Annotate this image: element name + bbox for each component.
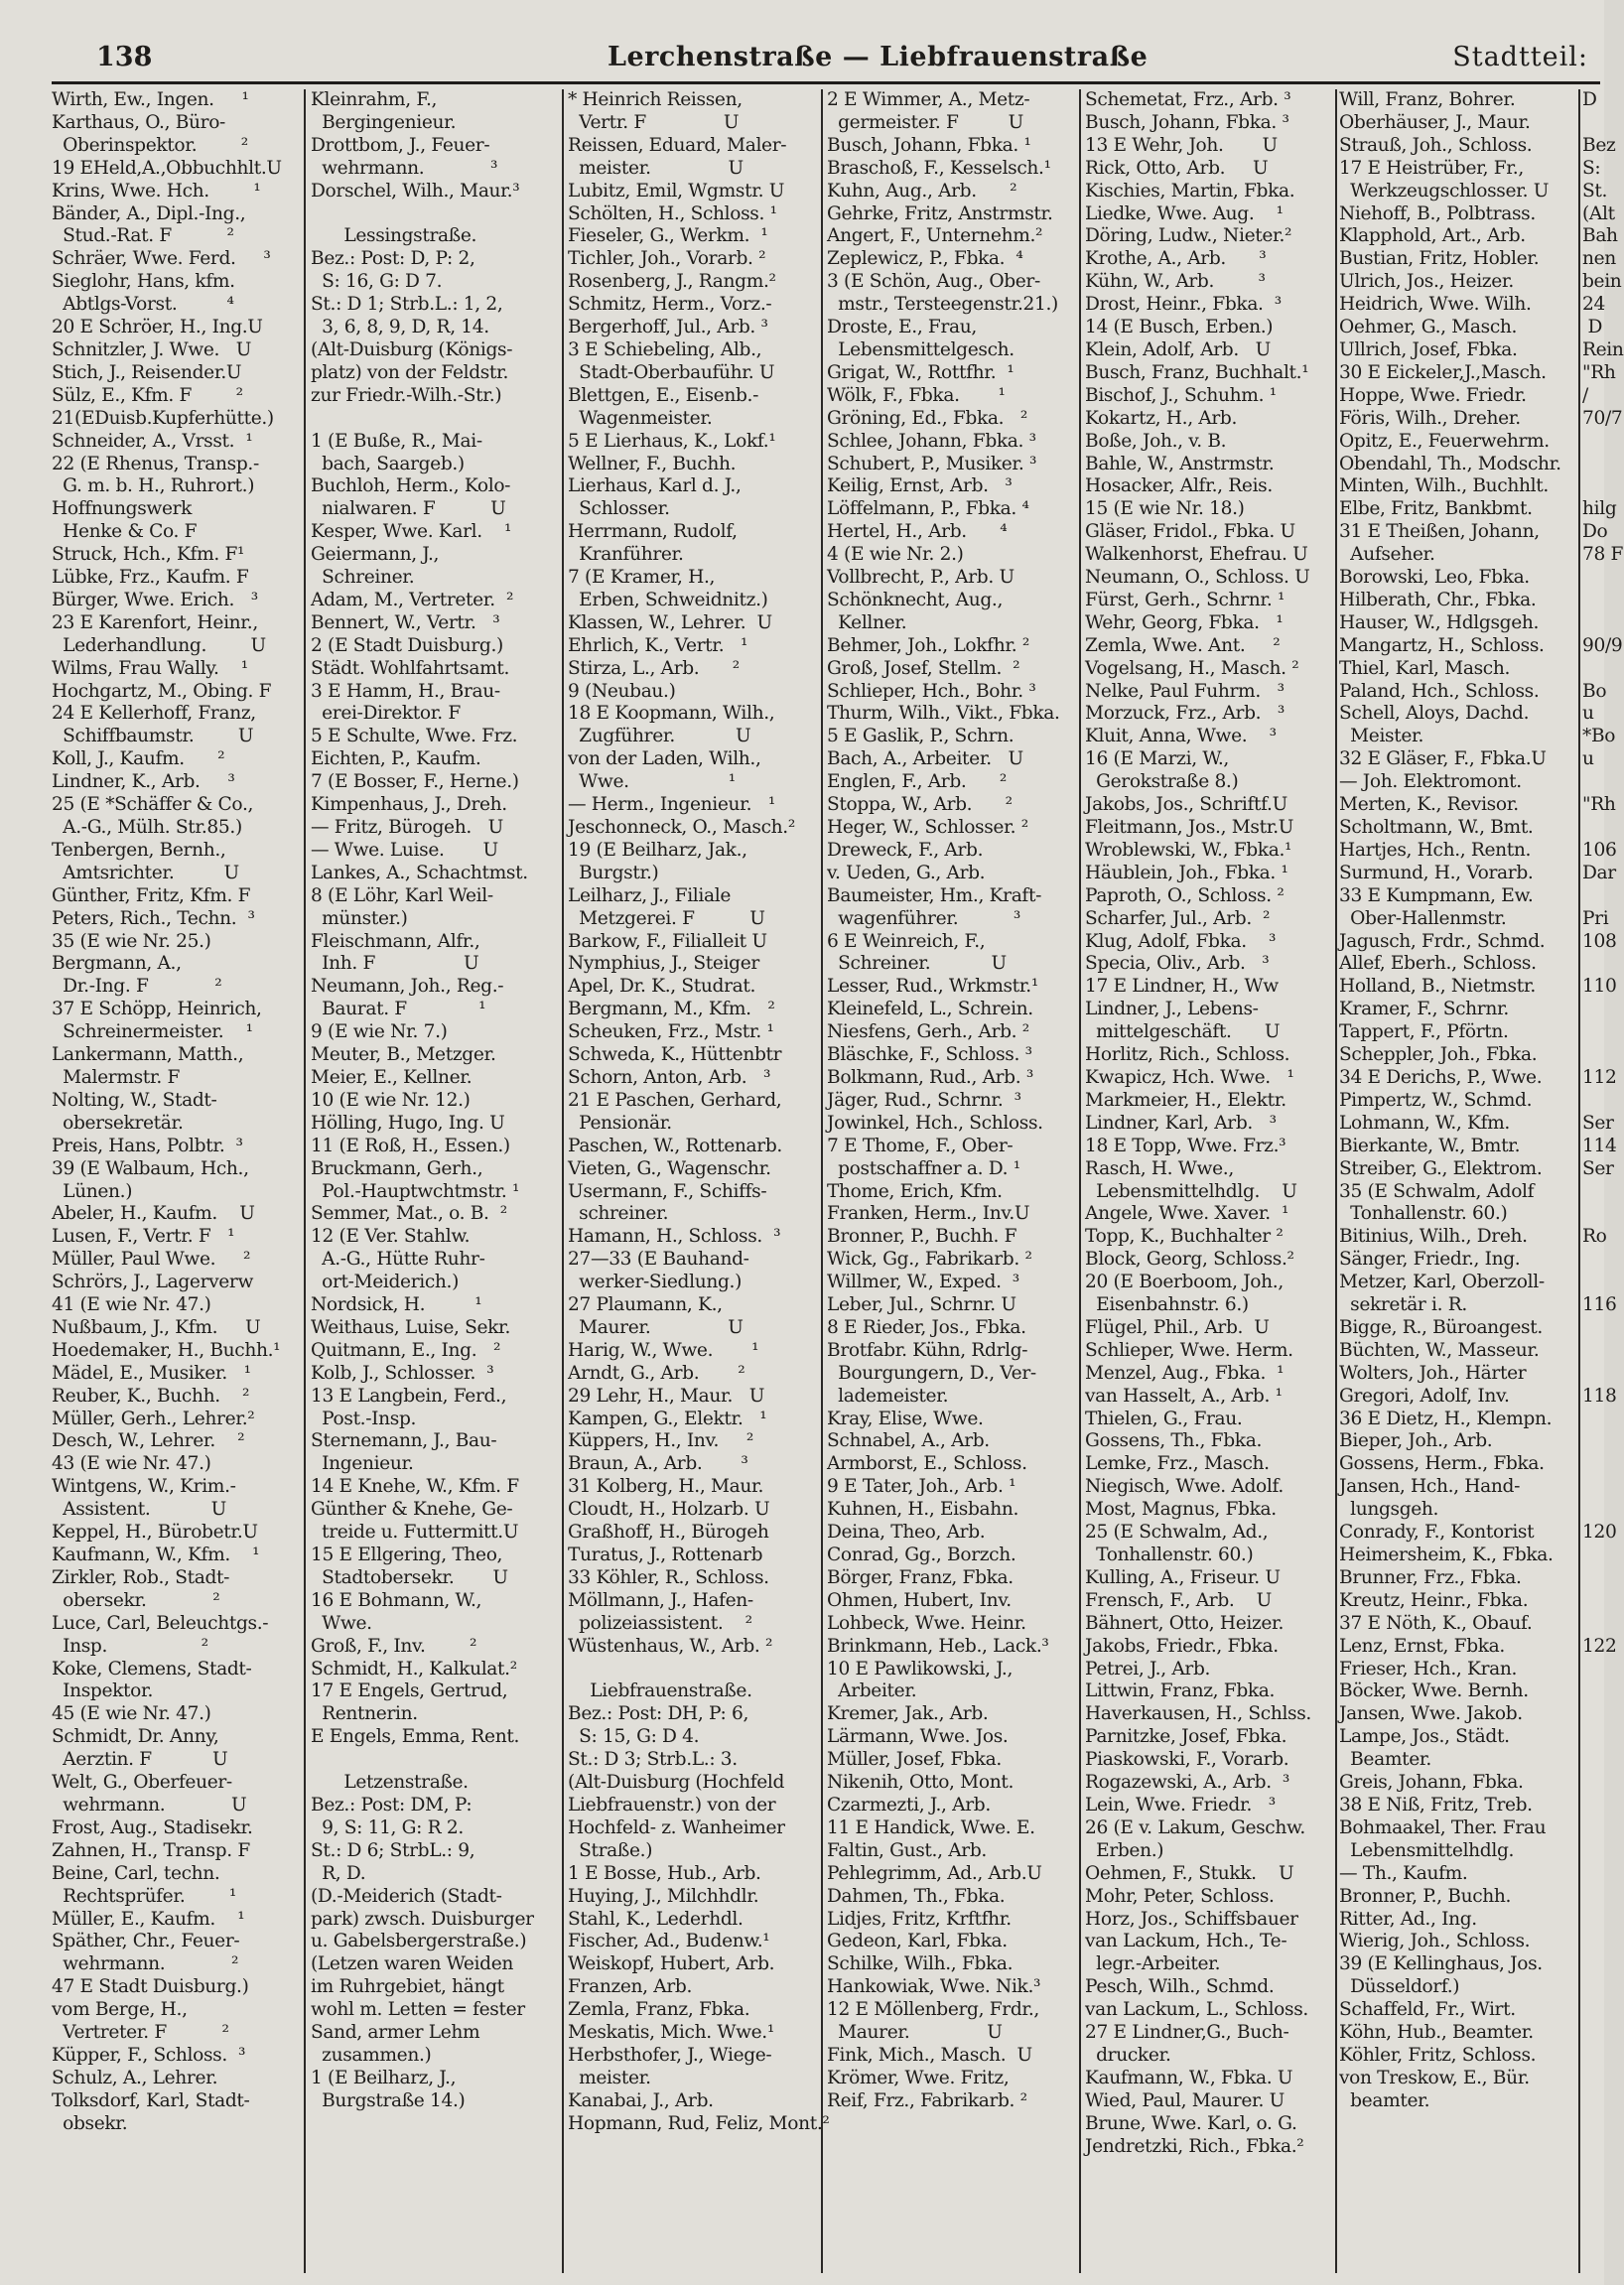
column-divider	[304, 89, 306, 2273]
column-divider	[1578, 89, 1580, 2273]
column-6: Will, Franz, Bohrer. Oberhäuser, J., Maur. Strauß, Joh., Schloss. 17 E Heistrüber, Fr., Werkzeugschlosser. U Niehoff, B., Polbtrass. Klapphold, Art., Arb. Bustian, Fritz, Hobler. Ulrich, Jos., Heizer. Heidrich, Wwe. Wilh. Oehmer, G., Masch. Ullrich, Josef, Fbka. 30 E Eickeler,J.,Masch. Hoppe, Wwe. Friedr. Föris, Wilh., Dreher. Opitz, E., Feuerwehrm. Obendahl, Th., Modschr. Minten, Wilh., Buchhlt. Elbe, Fritz, Bankbmt. 31 E Theißen, Johann, Aufseher. Borowski, Leo, Fbka. Hilberath, Chr., Fbka. Hauser, W., Hdlgsgeh. Mangartz, H., Schloss. Thiel, Karl, Masch. Paland, Hch., Schloss. Schell, Aloys, Dachd. Meister. 32 E Gläser, F., Fbka.U — Joh. Elektromont. Merten, K., Revisor. Scholtmann, W., Bmt. Hartjes, Hch., Rentn. Surmund, H., Vorarb. 33 E Kumpmann, Ew. Ober-Hallenmstr. Jagusch, Frdr., Schmd. Allef, Eberh., Schloss. Holland, B., Nietmstr. Kramer, F., Schrnr. Tappert, F., Pförtn. Scheppler, Joh., Fbka. 34 E Derichs, P., Wwe. Pimpertz, W., Schmd. Lohmann, W., Kfm. Bierkante, W., Bmtr. Streiber, G., Elektrom. 35 (E Schwalm, Adolf Tonhallenstr. 60.) Bitinius, Wilh., Dreh. Sänger, Friedr., Ing. Metzer, Karl, Oberzoll- sekretär i. R. Bigge, R., Büroangest. Büchten, W., Masseur. Wolters, Joh., Härter Gregori, Adolf, Inv. 36 E Dietz, H., Klempn. Bieper, Joh., Arb. Gossens, Herm., Fbka. Jansen, Hch., Hand- lungsgeh. Conrady, F., Kontorist Heimersheim, K., Fbka. Brunner, Frz., Fbka. Kreutz, Heinr., Fbka. 37 E Nöth, K., Obauf. Lenz, Ernst, Fbka. Frieser, Hch., Kran. Böcker, Wwe. Bernh. Jansen, Wwe. Jakob. Lampe, Jos., Städt. Beamter. Greis, Johann, Fbka. 38 E Niß, Fritz, Treb. Bohmaakel, Ther. Frau Lebensmittelhdlg. — Th., Kaufm. Bronner, P., Buchh. Ritter, Ad., Ing. Wierig, Joh., Schloss. 39 (E Kellinghaus, Jos. Düsseldorf.) Schaffeld, Fr., Wirt. Köhn, Hub., Beamter. Köhler, Fritz, Schloss. von Treskow, E., Bür. beamter.	[1339, 89, 1561, 2111]
column-divider	[1079, 89, 1081, 2273]
page-title: Lerchenstraße — Liebfrauenstraße	[608, 42, 1149, 72]
header-rule	[52, 81, 1600, 84]
column-2-lessingstrasse: Kleinrahm, F., Bergingenieur. Drottbom, J., Feuer- wehrmann. ³ Dorschel, Wilh., Maur.³ Lessingstraße. Bez.: Post: D, P: 2, S: 16, G: D 7. St.: D 1; Strb.L.: 1, 2, 3, 6, 8, 9, D, R, 14. (Alt-Duisburg (Königs- platz) von der Feldstr. zur Friedr.-Wilh.-Str.) 1 (E Buße, R., Mai- bach, Saargeb.) Buchloh, Herm., Kolo- nialwaren. F U Kesper, Wwe. Karl. ¹ Geiermann, J., Schreiner. Adam, M., Vertreter. ² Bennert, W., Vertr. ³ 2 (E Stadt Duisburg.) Städt. Wohlfahrtsamt. 3 E Hamm, H., Brau- erei-Direktor. F 5 E Schulte, Wwe. Frz. Eichten, P., Kaufm. 7 (E Bosser, F., Herne.) Kimpenhaus, J., Dreh. — Fritz, Bürogeh. U — Wwe. Luise. U Lankes, A., Schachtmst. 8 (E Löhr, Karl Weil- münster.) Fleischmann, Alfr., Inh. F U Neumann, Joh., Reg.- Baurat. F ¹ 9 (E wie Nr. 7.) Meuter, B., Metzger. Meier, E., Kellner. 10 (E wie Nr. 12.) Hölling, Hugo, Ing. U 11 (E Roß, H., Essen.) Bruckmann, Gerh., Pol.-Hauptwchtmstr. ¹ Semmer, Mat., o. B. ² 12 (E Ver. Stahlw. A.-G., Hütte Ruhr- ort-Meiderich.) Nordsick, H. ¹ Weithaus, Luise, Sekr. Quitmann, E., Ing. ² Kolb, J., Schlosser. ³ 13 E Langbein, Ferd., Post.-Insp. Sternemann, J., Bau- Ingenieur. 14 E Knehe, W., Kfm. F Günther & Knehe, Ge- treide u. Futtermitt.U 15 E Ellgering, Theo, Stadtobersekr. U 16 E Bohmann, W., Wwe. Groß, F., Inv. ² Schmidt, H., Kalkulat.² 17 E Engels, Gertrud, Rentnerin. E Engels, Emma, Rent. Letzenstraße. Bez.: Post: DM, P: 9, S: 11, G: R 2. St.: D 6; StrbL.: 9, R, D. (D.-Meiderich (Stadt- park) zwsch. Duisburger u. Gabelsbergerstraße.) (Letzen waren Weiden im Ruhrgebiet, hängt wohl m. Letten = fester Sand, armer Lehm zusammen.) 1 (E Beilharz, J., Burgstraße 14.)	[311, 89, 534, 2111]
district-label: Stadtteil:	[1452, 42, 1588, 72]
column-5: Schemetat, Frz., Arb. ³ Busch, Johann, Fbka. ³ 13 E Wehr, Joh. U Rick, Otto, Arb. U Kischies, Martin, Fbka. Liedke, Wwe. Aug. ¹ Döring, Ludw., Nieter.² Krothe, A., Arb. ³ Kühn, W., Arb. ³ Drost, Heinr., Fbka. ³ 14 (E Busch, Erben.) Klein, Adolf, Arb. U Busch, Franz, Buchhalt.¹ Bischof, J., Schuhm. ¹ Kokartz, H., Arb. Boße, Joh., v. B. Bahle, W., Anstrmstr. Hosacker, Alfr., Reis. 15 (E wie Nr. 18.) Gläser, Fridol., Fbka. U Walkenhorst, Ehefrau. U Neumann, O., Schloss. U Fürst, Gerh., Schrnr. ¹ Wehr, Georg, Fbka. ¹ Zemla, Wwe. Ant. ² Vogelsang, H., Masch. ² Nelke, Paul Fuhrm. ³ Morzuck, Frz., Arb. ³ Kluit, Anna, Wwe. ³ 16 (E Marzi, W., Gerokstraße 8.) Jakobs, Jos., Schriftf.U Fleitmann, Jos., Mstr.U Wroblewski, W., Fbka.¹ Häublein, Joh., Fbka. ¹ Paproth, O., Schloss. ² Scharfer, Jul., Arb. ² Klug, Adolf, Fbka. ³ Specia, Oliv., Arb. ³ 17 E Lindner, H., Ww Lindner, J., Lebens- mittelgeschäft. U Horlitz, Rich., Schloss. Kwapicz, Hch. Wwe. ¹ Markmeier, H., Elektr. Lindner, Karl, Arb. ³ 18 E Topp, Wwe. Frz.³ Rasch, H. Wwe., Lebensmittelhdlg. U Angele, Wwe. Xaver. ¹ Topp, K., Buchhalter ² Block, Georg, Schloss.² 20 (E Boerboom, Joh., Eisenbahnstr. 6.) Flügel, Phil., Arb. U Schlieper, Wwe. Herm. Menzel, Aug., Fbka. ¹ van Hasselt, A., Arb. ¹ Thielen, G., Frau. Gossens, Th., Fbka. Lemke, Frz., Masch. Niegisch, Wwe. Adolf. Most, Magnus, Fbka. 25 (E Schwalm, Ad., Tonhallenstr. 60.) Kulling, A., Friseur. U Frensch, F., Arb. U Bähnert, Otto, Heizer. Jakobs, Friedr., Fbka. Petrei, J., Arb. Littwin, Franz, Fbka. Haverkausen, H., Schlss. Parnitzke, Josef, Fbka. Piaskowski, F., Vorarb. Rogazewski, A., Arb. ³ Lein, Wwe. Friedr. ³ 26 (E v. Lakum, Geschw. Erben.) Oehmen, F., Stukk. U Mohr, Peter, Schloss. Horz, Jos., Schiffsbauer van Lackum, Hch., Te- legr.-Arbeiter. Pesch, Wilh., Schmd. van Lackum, L., Schloss. 27 E Lindner,G., Buch- drucker. Kaufmann, W., Fbka. U Wied, Paul, Maurer. U Brune, Wwe. Karl, o. G. Jendretzki, Rich., Fbka.²	[1085, 89, 1311, 2157]
column-3-liebfrauenstrasse: * Heinrich Reissen, Vertr. F U Reissen, Eduard, Maler- meister. U Lubitz, Emil, Wgmstr. U Schölten, H., Schloss. ¹ Fieseler, G., Werkm. ¹ Tichler, Joh., Vorarb. ² Rosenberg, J., Rangm.² Schmitz, Herm., Vorz.- Bergerhoff, Jul., Arb. ³ 3 E Schiebeling, Alb., Stadt-Oberbauführ. U Blettgen, E., Eisenb.- Wagenmeister. 5 E Lierhaus, K., Lokf.¹ Wellner, F., Buchh. Lierhaus, Karl d. J., Schlosser. Herrmann, Rudolf, Kranführer. 7 (E Kramer, H., Erben, Schweidnitz.) Klassen, W., Lehrer. U Ehrlich, K., Vertr. ¹ Stirza, L., Arb. ² 9 (Neubau.) 18 E Koopmann, Wilh., Zugführer. U von der Laden, Wilh., Wwe. ¹ — Herm., Ingenieur. ¹ Jeschonneck, O., Masch.² 19 (E Beilharz, Jak., Burgstr.) Leilharz, J., Filiale Metzgerei. F U Barkow, F., Filialleit U Nymphius, J., Steiger Apel, Dr. K., Studrat. Bergmann, M., Kfm. ² Scheuken, Frz., Mstr. ¹ Schweda, K., Hüttenbtr Schorn, Anton, Arb. ³ 21 E Paschen, Gerhard, Pensionär. Paschen, W., Rottenarb. Vieten, G., Wagenschr. Usermann, F., Schiffs- schreiner. Hamann, H., Schloss. ³ 27—33 (E Bauhand- werker-Siedlung.) 27 Plaumann, K., Maurer. U Harig, W., Wwe. ¹ Arndt, G., Arb. ² 29 Lehr, H., Maur. U Kampen, G., Elektr. ¹ Küppers, H., Inv. ² Braun, A., Arb. ³ 31 Kolberg, H., Maur. Cloudt, H., Holzarb. U Graßhoff, H., Bürogeh Turatus, J., Rottenarb 33 Köhler, R., Schloss. Möllmann, J., Hafen- polizeiassistent. ² Wüstenhaus, W., Arb. ² Liebfrauenstraße. Bez.: Post: DH, P: 6, S: 15, G: D 4. St.: D 3; Strb.L.: 3. (Alt-Duisburg (Hochfeld Liebfrauenstr.) von der Hochfeld- z. Wanheimer Straße.) 1 E Bosse, Hub., Arb. Huying, J., Milchhdlr. Stahl, K., Lederhdl. Fischer, Ad., Budenw.¹ Weiskopf, Hubert, Arb. Franzen, Arb. Zemla, Franz, Fbka. Meskatis, Mich. Wwe.¹ Herbsthofer, J., Wiege- meister. Kanabai, J., Arb. Hopmann, Rud, Feliz, Mont.²	[568, 89, 830, 2134]
page-number: 138	[96, 42, 153, 72]
column-7-cut-edge: D Bez S: St. (Alt Bah nen bein 24 D Rein "Rh / 70/7 hilg Do 78 F 90/9 Bo u *Bo u "Rh 106 Dar Pri 108 110 112 Ser 114 Ser Ro 116 118 120 122	[1582, 89, 1624, 1657]
column-divider	[1335, 89, 1337, 2273]
column-1-lerchenstrasse: Wirth, Ew., Ingen. ¹ Karthaus, O., Büro- Oberinspektor. ² 19 EHeld,A.,Obbuchhlt.U Krins, Wwe. Hch. ¹ Bänder, A., Dipl.-Ing., Stud.-Rat. F ² Schräer, Wwe. Ferd. ³ Sieglohr, Hans, kfm. Abtlgs-Vorst. ⁴ 20 E Schröer, H., Ing.U Schnitzler, J. Wwe. U Stich, J., Reisender.U Sülz, E., Kfm. F ² 21(EDuisb.Kupferhütte.) Schneider, A., Vrsst. ¹ 22 (E Rhenus, Transp.- G. m. b. H., Ruhrort.) Hoffnungswerk Henke & Co. F Struck, Hch., Kfm. F¹ Lübke, Frz., Kaufm. F Bürger, Wwe. Erich. ³ 23 E Karenfort, Heinr., Lederhandlung. U Wilms, Frau Wally. ¹ Hochgartz, M., Obing. F 24 E Kellerhoff, Franz, Schiffbaumstr. U Koll, J., Kaufm. ² Lindner, K., Arb. ³ 25 (E *Schäffer & Co., A.-G., Mülh. Str.85.) Tenbergen, Bernh., Amtsrichter. U Günther, Fritz, Kfm. F Peters, Rich., Techn. ³ 35 (E wie Nr. 25.) Bergmann, A., Dr.-Ing. F ² 37 E Schöpp, Heinrich, Schreinermeister. ¹ Lankermann, Matth., Malermstr. F Nolting, W., Stadt- obersekretär. Preis, Hans, Polbtr. ³ 39 (E Walbaum, Hch., Lünen.) Abeler, H., Kaufm. U Lusen, F., Vertr. F ¹ Müller, Paul Wwe. ² Schrörs, J., Lagerverw 41 (E wie Nr. 47.) Nußbaum, J., Kfm. U Hoedemaker, H., Buchh.¹ Mädel, E., Musiker. ¹ Reuber, K., Buchh. ² Müller, Gerh., Lehrer.² Desch, W., Lehrer. ² 43 (E wie Nr. 47.) Wintgens, W., Krim.- Assistent. U Keppel, H., Bürobetr.U Kaufmann, W., Kfm. ¹ Zirkler, Rob., Stadt- obersekr. ² Luce, Carl, Beleuchtgs.- Insp. ² Koke, Clemens, Stadt- Inspektor. 45 (E wie Nr. 47.) Schmidt, Dr. Anny, Aerztin. F U Welt, G., Oberfeuer- wehrmann. U Frost, Aug., Stadisekr. Zahnen, H., Transp. F Beine, Carl, techn. Rechtsprüfer. ¹ Müller, E., Kaufm. ¹ Späther, Chr., Feuer- wehrmann. ² 47 E Stadt Duisburg.) vom Berge, H., Vertreter. F ² Küpper, F., Schloss. ³ Schulz, A., Lehrer. Tolksdorf, Karl, Stadt- obsekr.	[52, 89, 282, 2134]
column-4: 2 E Wimmer, A., Metz- germeister. F U Busch, Johann, Fbka. ¹ Braschoß, F., Kesselsch.¹ Kuhn, Aug., Arb. ² Gehrke, Fritz, Anstrmstr. Angert, F., Unternehm.² Zeplewicz, P., Fbka. ⁴ 3 (E Schön, Aug., Ober- mstr., Tersteegenstr.21.) Droste, E., Frau, Lebensmittelgesch. Grigat, W., Rottfhr. ¹ Wölk, F., Fbka. ¹ Gröning, Ed., Fbka. ² Schlee, Johann, Fbka. ³ Schubert, P., Musiker. ³ Keilig, Ernst, Arb. ³ Löffelmann, P., Fbka. ⁴ Hertel, H., Arb. ⁴ 4 (E wie Nr. 2.) Vollbrecht, P., Arb. U Schönknecht, Aug., Kellner. Behmer, Joh., Lokfhr. ² Groß, Josef, Stellm. ² Schlieper, Hch., Bohr. ³ Thurm, Wilh., Vikt., Fbka. 5 E Gaslik, P., Schrn. Bach, A., Arbeiter. U Englen, F., Arb. ² Stoppa, W., Arb. ² Heger, W., Schlosser. ² Dreweck, F., Arb. v. Ueden, G., Arb. Baumeister, Hm., Kraft- wagenführer. ³ 6 E Weinreich, F., Schreiner. U Lesser, Rud., Wrkmstr.¹ Kleinefeld, L., Schrein. Niesfens, Gerh., Arb. ² Bläschke, F., Schloss. ³ Bolkmann, Rud., Arb. ³ Jäger, Rud., Schrnr. ³ Jowinkel, Hch., Schloss. 7 E Thome, F., Ober- postschaffner a. D. ¹ Thome, Erich, Kfm. Franken, Herm., Inv.U Bronner, P., Buchh. F Wick, Gg., Fabrikarb. ² Willmer, W., Exped. ³ Leber, Jul., Schrnr. U 8 E Rieder, Jos., Fbka. Brotfabr. Kühn, Rdrlg- Bourgungern, D., Ver- lademeister. Kray, Elise, Wwe. Schnabel, A., Arb. Armborst, E., Schloss. 9 E Tater, Joh., Arb. ¹ Kuhnen, H., Eisbahn. Deina, Theo, Arb. Conrad, Gg., Borzch. Börger, Franz, Fbka. Ohmen, Hubert, Inv. Lohbeck, Wwe. Heinr. Brinkmann, Heb., Lack.³ 10 E Pawlikowski, J., Arbeiter. Kremer, Jak., Arb. Lärmann, Wwe. Jos. Müller, Josef, Fbka. Nikenih, Otto, Mont. Czarmezti, J., Arb. 11 E Handick, Wwe. E. Faltin, Gust., Arb. Pehlegrimm, Ad., Arb.U Dahmen, Th., Fbka. Lidjes, Fritz, Krftfhr. Gedeon, Karl, Fbka. Schilke, Wilh., Fbka. Hankowiak, Wwe. Nik.³ 12 E Möllenberg, Frdr., Maurer. U Fink, Mich., Masch. U Krömer, Wwe. Fritz, Reif, Frz., Fabrikarb. ²	[827, 89, 1060, 2111]
page-header	[52, 28, 1600, 77]
